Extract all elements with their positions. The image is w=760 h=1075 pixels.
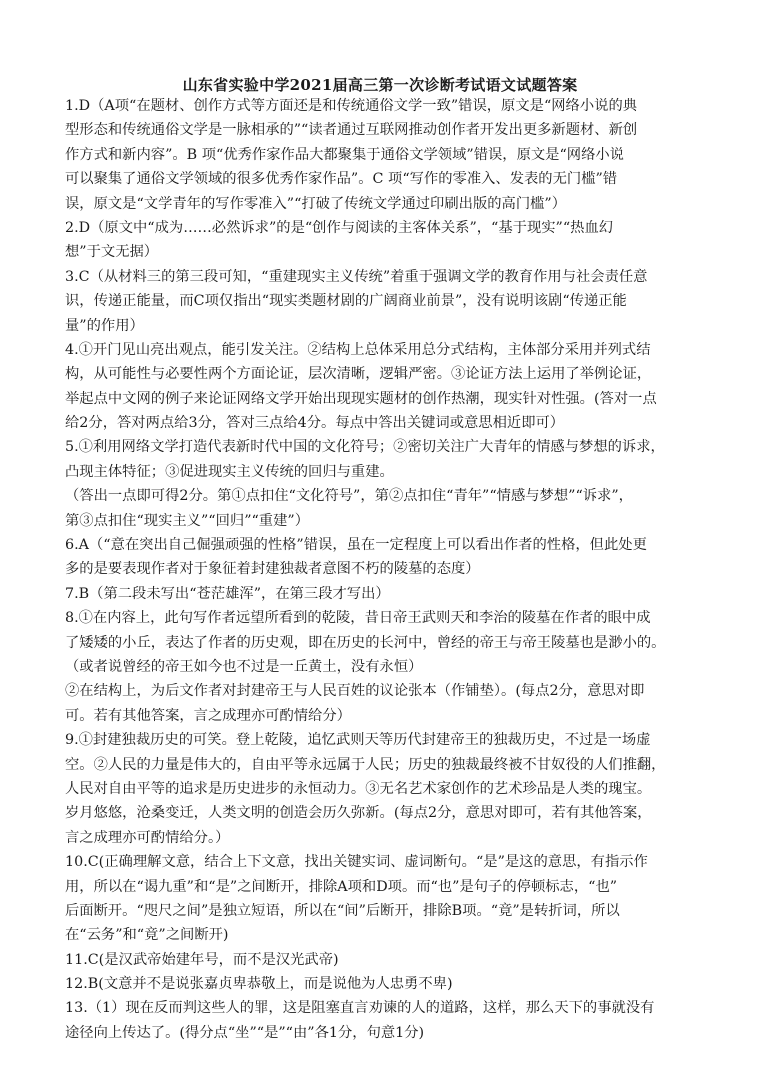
answer-body	[65, 94, 697, 1045]
text-line: （答出一点即可得2分。第①点扣住“文化符号”，第②点扣住“青年”“情感与梦想”“诉求”，	[65, 488, 633, 505]
text-line: 想”于文无据）	[65, 244, 159, 261]
text-line: 凸现主体特征；③促进现实主义传统的回归与重建。	[65, 463, 394, 480]
text-line: 5.①利用网络文学打造代表新时代中国的文化符号；②密切关注广大青年的情感与梦想的诉求，	[65, 439, 665, 456]
text-line: 1.D（A项“在题材、创作方式等方面还是和传统通俗文学一致”错误，原文是“网络小说的典	[65, 98, 638, 114]
text-line: 量”的作用）	[65, 317, 144, 334]
text-line: 岁月悠悠，沧桑变迁，人类文明的创造会历久弥新。(每点2分，意思对即可，若有其他答案，	[65, 805, 652, 822]
text-line: 12.B(文意并不是说张嘉贞卑恭敬上，而是说他为人忠勇不卑)	[65, 976, 453, 993]
text-line: 后面断开。“咫尺之间”是独立短语，所以在“间”后断开，排除B项。“竟”是转折词，所以	[65, 902, 620, 919]
text-line: 人民对自由平等的追求是历史进步的永恒动力。③无名艺术家创作的艺术珍品是人类的瑰宝。	[65, 780, 652, 797]
text-line: 第③点扣住“现实主义”“回归”“重建”）	[65, 512, 310, 529]
text-line: 9.①封建独裁历史的可笑。登上乾陵，追忆武则天等历代封建帝王的独裁历史，不过是一场虚	[65, 732, 651, 749]
text-line: 了矮矮的小丘，表达了作者的历史观，即在历史的长河中，曾经的帝王与帝王陵墓也是渺小的。	[65, 634, 666, 651]
text-line: 11.C(是汉武帝始建年号，而不是汉光武帝)	[65, 951, 339, 968]
text-line: 用，所以在“谒九重”和“是”之间断开，排除A项和D项。而“也”是句子的停顿标志，“也”	[65, 878, 618, 895]
text-line: 途径向上传达了。(得分点“坐”“是”“由”各1分，句意1分)	[65, 1024, 425, 1041]
text-line: 4.①开门见山亮出观点，能引发关注。②结构上总体采用总分式结构，主体部分采用并列式结	[65, 341, 651, 358]
text-line: 言之成理亦可酌情给分。）	[65, 829, 230, 846]
text-line: ②在结构上，为后文作者对封建帝王与人民百姓的议论张本（作铺垫）。(每点2分，意思对即	[65, 683, 645, 700]
text-line: 构，从可能性与必要性两个方面论证，层次清晰，逻辑严密。③论证方法上运用了举例论证，	[65, 366, 652, 383]
text-line: 识，传递正能量，而C项仅指出“现实类题材剧的广阔商业前景”，没有说明该剧“传递正能	[65, 293, 627, 310]
text-line: 举起点中文网的例子来论证网络文学开始出现现实题材的创作热潮，现实针对性强。(答对一点	[65, 390, 657, 407]
text-line: 多的是要表现作者对于象征着封建独裁者意图不朽的陵墓的态度）	[65, 561, 480, 578]
text-line: 可。若有其他答案，言之成理亦可酌情给分）	[65, 707, 351, 724]
text-line: 误，原文是“文学青年的写作零准入”“打破了传统文学通过印刷出版的高门槛”）	[65, 195, 567, 212]
text-line: 8.①在内容上，此句写作者远望所看到的乾陵，昔日帝王武则天和李治的陵墓在作者的眼中成	[65, 610, 651, 627]
text-line: 空。②人民的力量是伟大的，自由平等永远属于人民；历史的独裁最终被不甘奴役的人们推翻，	[65, 756, 666, 773]
text-line: 6.A（“意在突出自己倔强顽强的性格”错误，虽在一定程度上可以看出作者的性格，但此处更	[65, 537, 647, 554]
text-line: 3.C（从材料三的第三段可知，“重建现实主义传统”着重于强调文学的教育作用与社会责任意	[65, 268, 648, 285]
document-title: 山东省实验中学2021届高三第一次诊断考试语文试题答案	[182, 76, 578, 94]
text-line: 可以聚集了通俗文学领域的很多优秀作家作品”。C 项“写作的零准入、发表的无门槛”错	[65, 171, 618, 188]
text-line: 10.C(正确理解文意，结合上下文意，找出关键实词、虚词断句。“是”是这的意思，有指示作	[65, 854, 648, 871]
text-line: 在“云务”和“竟”之间断开)	[65, 927, 229, 944]
text-line: 2.D（原文中“成为……必然诉求”的是“创作与阅读的主客体关系”，“基于现实”“热血幻	[65, 219, 614, 236]
text-line: （或者说曾经的帝王如今也不过是一丘黄土，没有永恒）	[65, 658, 423, 675]
text-line: 给2分，答对两点给3分，答对三点给4分。每点中答出关键词或意思相近即可）	[65, 415, 565, 432]
text-line: 作方式和新内容”。B 项“优秀作家作品大都聚集于通俗文学领域”错误，原文是“网络小说	[65, 146, 624, 163]
text-line: 型形态和传统通俗文学是一脉相承的”“读者通过互联网推动创作者开发出更多新题材、新创	[65, 122, 638, 139]
text-line: 7.B（第二段未写出“苍茫雄浑”，在第三段才写出）	[65, 585, 390, 602]
text-line: 13.（1）现在反而判这些人的罪，这是阻塞直言劝谏的人的道路，这样，那么天下的事就没有	[65, 1000, 655, 1017]
